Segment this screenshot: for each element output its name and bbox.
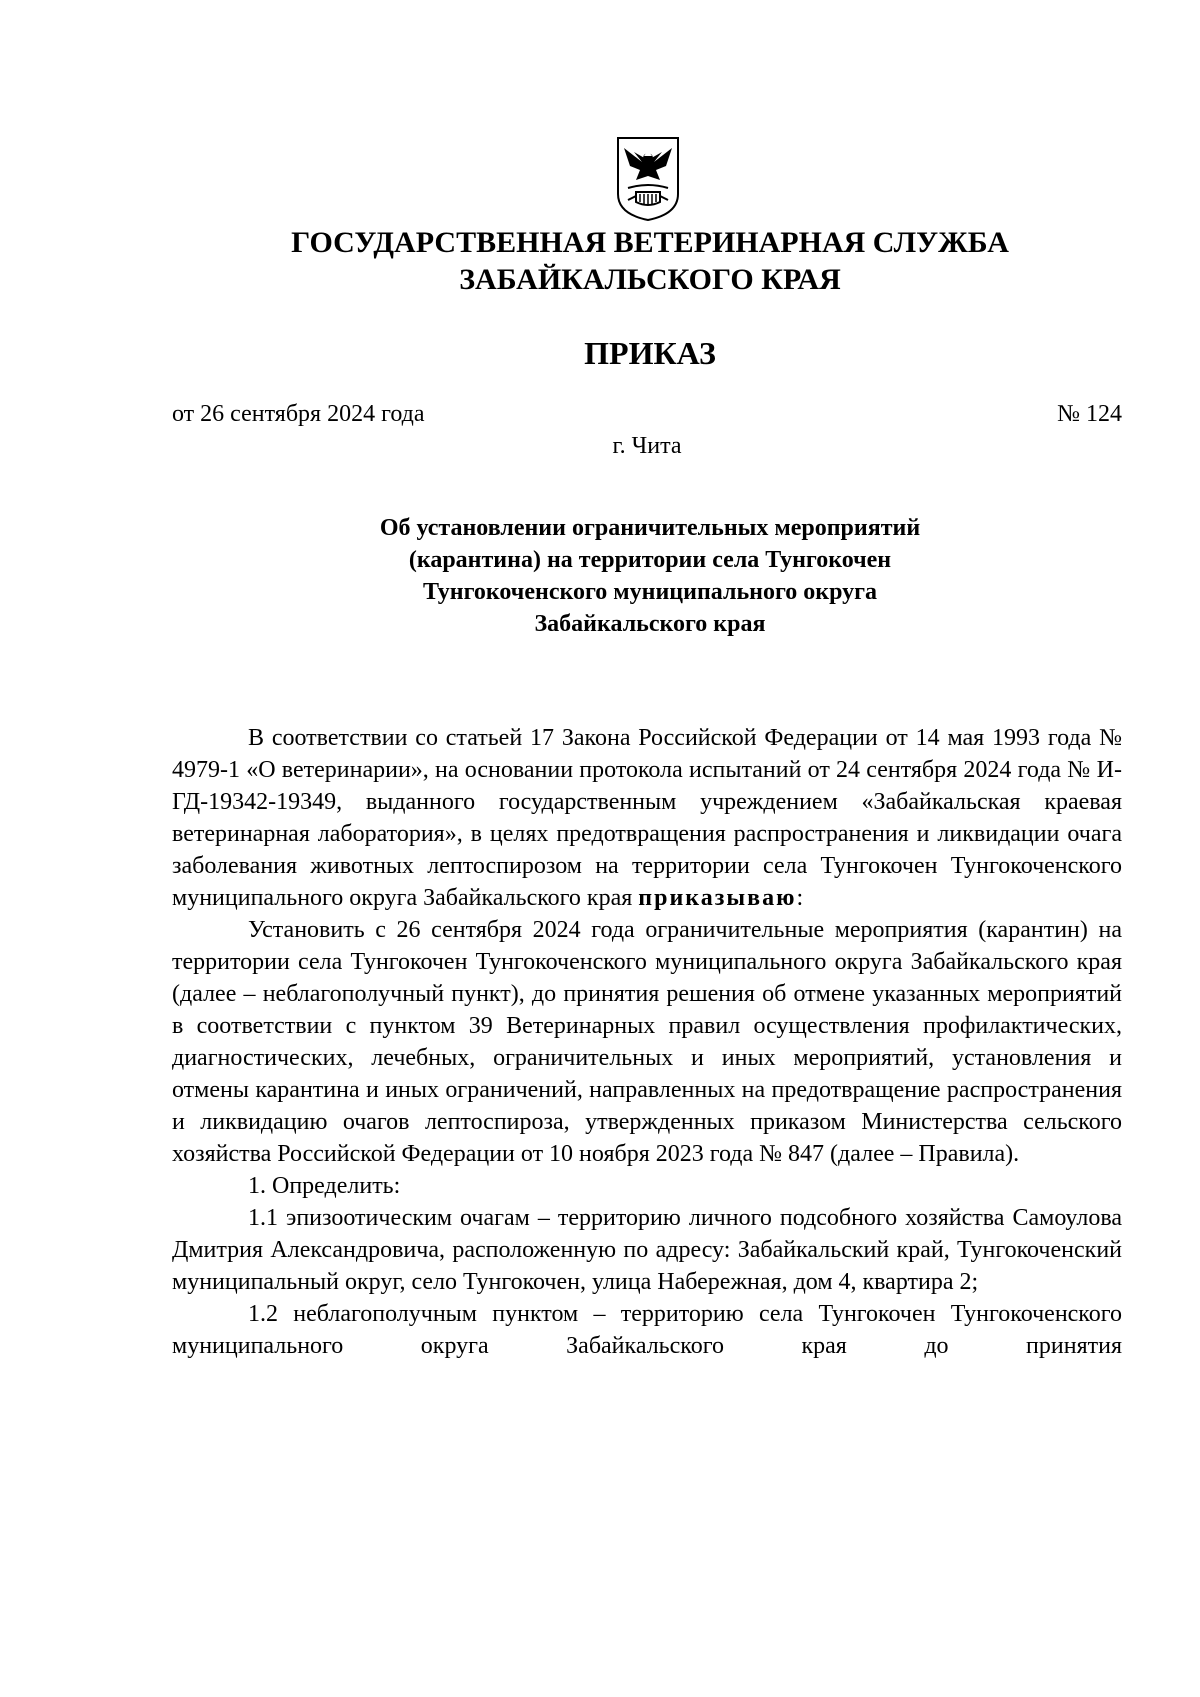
document-city: г. Чита — [612, 433, 682, 459]
document-number: № 124 — [1057, 401, 1122, 427]
preamble-paragraph — [172, 722, 1122, 914]
document-subject — [200, 512, 1100, 640]
document-date: от 26 сентября 2024 года — [172, 401, 425, 427]
subject-line1: Об установлении ограничительных мероприятий — [379, 515, 921, 541]
document-type: ПРИКАЗ — [584, 335, 716, 371]
order-punct: : — [796, 885, 804, 911]
paragraph-1-1: 1.1 эпизоотическим очагам – территорию личного подсобного хозяйства Самоулова Дмитрия Александровича, расположенную по адресу: Забайкальский край, Тунгокоченский муниципальный округ, село Тунгокочен, улица Набережная, дом 4, квартира 2; — [172, 1205, 1122, 1295]
agency-name-line1: ГОСУДАРСТВЕННАЯ ВЕТЕРИНАРНАЯ СЛУЖБА — [291, 226, 1009, 259]
subject-line4: Забайкальского края — [534, 611, 766, 637]
preamble-text: В соответствии со статьей 17 Закона Российской Федерации от 14 мая 1993 года № 4979-1 «О ветеринарии», на основании протокола испытаний от 24 сентября 2024 года № И-ГД-19342-19349, выданного государственным учреждением «Забайкальская краевая ветеринарная лаборатория», в целях предотвращения распространения и ликвидации очага заболевания животных лептоспирозом на территории села Тунгокочен Тунгокоченского муниципального округа Забайкальского края — [172, 725, 1122, 911]
paragraph-define: 1. Определить: — [248, 1173, 401, 1199]
order-word: приказываю — [638, 885, 797, 911]
paragraph-quarantine: Установить с 26 сентября 2024 года ограничительные мероприятия (карантин) на территории села Тунгокочен Тунгокоченского муниципального округа Забайкальского края (далее – неблагополучный пункт), до принятия решения об отмене указанных мероприятий в соответствии с пунктом 39 Ветеринарных правил осуществления профилактических, диагностических, лечебных, ограничительных и иных мероприятий, установления и отмены карантина и иных ограничений, направленных на предотвращение распространения и ликвидацию очагов лептоспироза, утвержденных приказом Министерства сельского хозяйства Российской Федерации от 10 ноября 2023 года № 847 (далее – Правила). — [172, 917, 1122, 1167]
agency-name — [170, 224, 1130, 298]
paragraph-1-2: 1.2 неблагополучным пунктом – территорию села Тунгокочен Тунгокоченского муниципального округа Забайкальского края до принятия — [172, 1301, 1122, 1359]
document-body — [172, 722, 1122, 1362]
subject-line2: (карантина) на территории села Тунгокочен — [408, 547, 892, 573]
coat-of-arms-emblem — [614, 136, 682, 222]
agency-name-line2: ЗАБАЙКАЛЬСКОГО КРАЯ — [459, 263, 841, 296]
subject-line3: Тунгокоченского муниципального округа — [422, 579, 878, 605]
